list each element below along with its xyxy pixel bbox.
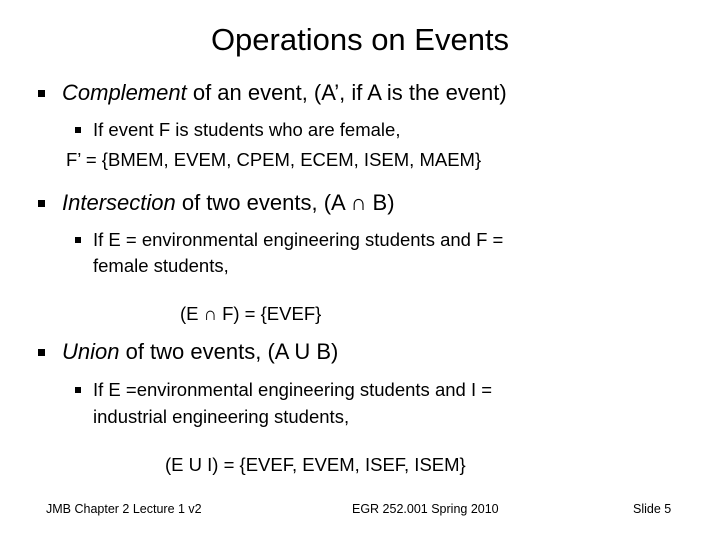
bullet-union: Union of two events, (A U B) bbox=[62, 341, 338, 363]
bullet-icon bbox=[38, 349, 45, 356]
sub-bullet-union-cont: industrial engineering students, bbox=[93, 406, 350, 427]
bullet-icon bbox=[38, 200, 45, 207]
slide-title: Operations on Events bbox=[210, 22, 510, 57]
bullet-complement: Complement of an event, (A’, if A is the event) bbox=[62, 82, 507, 104]
sub-bullet-complement: If event F is students who are female, bbox=[93, 121, 400, 140]
intersection-result: (E ∩ F) = {EVEF} bbox=[180, 303, 322, 324]
sub-bullet-intersection-cont: female students, bbox=[93, 255, 229, 276]
union-result: (E U I) = {EVEF, EVEM, ISEF, ISEM} bbox=[165, 454, 466, 475]
bullet-icon bbox=[75, 237, 81, 243]
complement-result: F’ = {BMEM, EVEM, CPEM, ECEM, ISEM, MAEM} bbox=[66, 149, 482, 170]
slide-number: Slide 5 bbox=[633, 502, 672, 516]
bullet-icon bbox=[38, 90, 45, 97]
bullet-intersection: Intersection of two events, (A ∩ B) bbox=[62, 192, 395, 214]
bullet-icon bbox=[75, 387, 81, 393]
sub-bullet-union: If E =environmental engineering students and I = bbox=[93, 381, 492, 400]
sub-bullet-intersection: If E = environmental engineering students and F = bbox=[93, 231, 503, 250]
footer-left: JMB Chapter 2 Lecture 1 v2 bbox=[46, 502, 202, 516]
footer-center: EGR 252.001 Spring 2010 bbox=[352, 502, 499, 516]
bullet-icon bbox=[75, 127, 81, 133]
